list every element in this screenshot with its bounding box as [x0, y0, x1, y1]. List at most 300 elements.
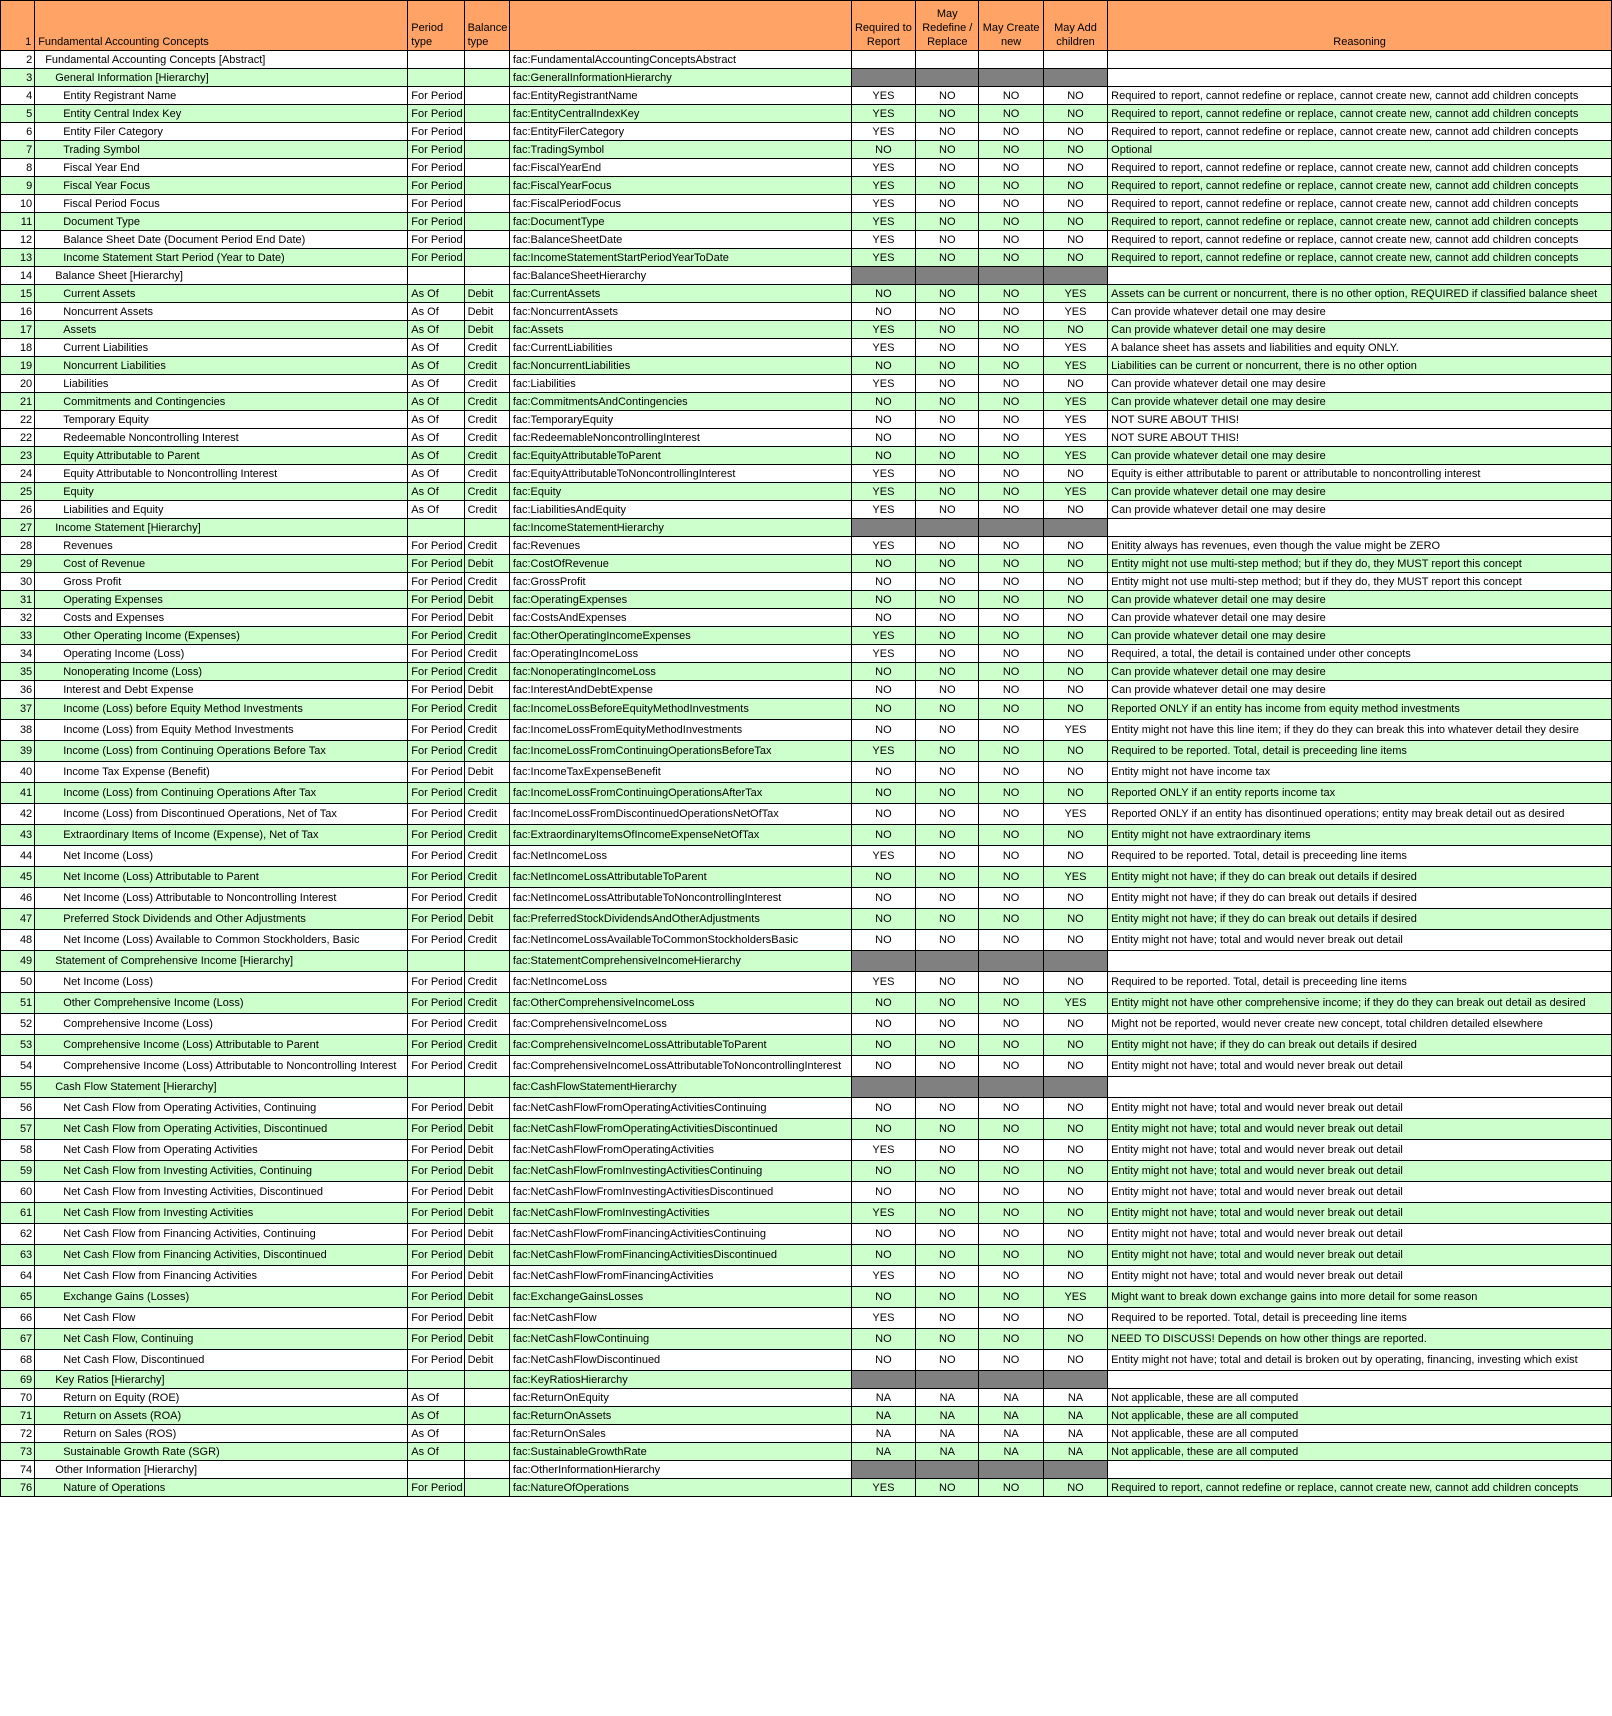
required-cell[interactable]: YES	[851, 537, 915, 555]
create-cell[interactable]: NO	[979, 1182, 1043, 1203]
create-cell[interactable]: NO	[979, 846, 1043, 867]
row-number[interactable]: 37	[1, 699, 35, 720]
balance-type[interactable]: Debit	[464, 303, 509, 321]
create-cell[interactable]: NO	[979, 393, 1043, 411]
create-cell[interactable]: NO	[979, 1479, 1043, 1497]
concept-label[interactable]: Entity Registrant Name	[35, 87, 408, 105]
required-cell[interactable]: NO	[851, 285, 915, 303]
reasoning-cell[interactable]: Entity might not have income tax	[1108, 762, 1612, 783]
fac-name[interactable]: fac:ComprehensiveIncomeLossAttributableToParent	[509, 1035, 851, 1056]
reasoning-cell[interactable]	[1108, 1077, 1612, 1098]
redefine-cell[interactable]: NO	[916, 1479, 979, 1497]
required-cell[interactable]: NO	[851, 993, 915, 1014]
add-children-cell[interactable]: NO	[1043, 1161, 1107, 1182]
period-type[interactable]: For Period	[408, 159, 464, 177]
fac-name[interactable]: fac:DocumentType	[509, 213, 851, 231]
create-cell[interactable]: NO	[979, 645, 1043, 663]
required-cell[interactable]: YES	[851, 105, 915, 123]
redefine-cell[interactable]: NO	[916, 972, 979, 993]
add-children-cell[interactable]: YES	[1043, 720, 1107, 741]
concept-label[interactable]: Temporary Equity	[35, 411, 408, 429]
add-children-cell[interactable]: NO	[1043, 213, 1107, 231]
fac-name[interactable]: fac:ReturnOnEquity	[509, 1389, 851, 1407]
balance-type[interactable]: Credit	[464, 741, 509, 762]
row-number[interactable]: 31	[1, 591, 35, 609]
period-type[interactable]: As Of	[408, 411, 464, 429]
row-number[interactable]: 59	[1, 1161, 35, 1182]
add-children-cell[interactable]: NO	[1043, 762, 1107, 783]
fac-name[interactable]: fac:FiscalYearEnd	[509, 159, 851, 177]
fac-name[interactable]: fac:OtherInformationHierarchy	[509, 1461, 851, 1479]
header-create[interactable]: May Create new	[979, 1, 1043, 51]
period-type[interactable]: For Period	[408, 249, 464, 267]
row-number[interactable]: 53	[1, 1035, 35, 1056]
row-number[interactable]: 50	[1, 972, 35, 993]
period-type[interactable]: For Period	[408, 762, 464, 783]
add-children-cell[interactable]: YES	[1043, 993, 1107, 1014]
fac-name[interactable]: fac:NetIncomeLossAttributableToParent	[509, 867, 851, 888]
redefine-cell[interactable]: NO	[916, 846, 979, 867]
concept-label[interactable]: Other Comprehensive Income (Loss)	[35, 993, 408, 1014]
required-cell[interactable]	[851, 69, 915, 87]
balance-type[interactable]: Credit	[464, 846, 509, 867]
period-type[interactable]: For Period	[408, 1245, 464, 1266]
period-type[interactable]: As Of	[408, 303, 464, 321]
concept-label[interactable]: Income Statement Start Period (Year to Date)	[35, 249, 408, 267]
create-cell[interactable]: NO	[979, 1035, 1043, 1056]
period-type[interactable]: As Of	[408, 375, 464, 393]
redefine-cell[interactable]	[916, 951, 979, 972]
period-type[interactable]: For Period	[408, 663, 464, 681]
create-cell[interactable]	[979, 951, 1043, 972]
fac-name[interactable]: fac:EntityFilerCategory	[509, 123, 851, 141]
add-children-cell[interactable]: NO	[1043, 591, 1107, 609]
add-children-cell[interactable]: YES	[1043, 357, 1107, 375]
create-cell[interactable]: NO	[979, 303, 1043, 321]
add-children-cell[interactable]: NO	[1043, 846, 1107, 867]
redefine-cell[interactable]: NO	[916, 1245, 979, 1266]
reasoning-cell[interactable]: Entity might not have; total and would never break out detail	[1108, 1098, 1612, 1119]
required-cell[interactable]: NO	[851, 930, 915, 951]
create-cell[interactable]: NO	[979, 1329, 1043, 1350]
create-cell[interactable]: NO	[979, 501, 1043, 519]
fac-name[interactable]: fac:FundamentalAccountingConceptsAbstract	[509, 51, 851, 69]
concept-label[interactable]: Equity Attributable to Noncontrolling Interest	[35, 465, 408, 483]
create-cell[interactable]: NO	[979, 591, 1043, 609]
reasoning-cell[interactable]: Required to report, cannot redefine or replace, cannot create new, cannot add children concepts	[1108, 123, 1612, 141]
add-children-cell[interactable]: NO	[1043, 1035, 1107, 1056]
fac-name[interactable]: fac:OtherOperatingIncomeExpenses	[509, 627, 851, 645]
fac-name[interactable]: fac:NoncurrentLiabilities	[509, 357, 851, 375]
period-type[interactable]: For Period	[408, 591, 464, 609]
add-children-cell[interactable]	[1043, 1461, 1107, 1479]
redefine-cell[interactable]: NO	[916, 357, 979, 375]
add-children-cell[interactable]: NO	[1043, 195, 1107, 213]
balance-type[interactable]: Credit	[464, 804, 509, 825]
balance-type[interactable]: Debit	[464, 1182, 509, 1203]
balance-type[interactable]	[464, 1443, 509, 1461]
period-type[interactable]	[408, 1461, 464, 1479]
row-number[interactable]: 74	[1, 1461, 35, 1479]
required-cell[interactable]: YES	[851, 195, 915, 213]
balance-type[interactable]: Debit	[464, 1287, 509, 1308]
required-cell[interactable]	[851, 1461, 915, 1479]
row-number[interactable]: 27	[1, 519, 35, 537]
balance-type[interactable]: Credit	[464, 888, 509, 909]
redefine-cell[interactable]: NO	[916, 681, 979, 699]
create-cell[interactable]: NO	[979, 1350, 1043, 1371]
required-cell[interactable]	[851, 267, 915, 285]
fac-name[interactable]: fac:NetCashFlowFromInvestingActivities	[509, 1203, 851, 1224]
required-cell[interactable]: NO	[851, 888, 915, 909]
create-cell[interactable]: NO	[979, 177, 1043, 195]
create-cell[interactable]: NO	[979, 681, 1043, 699]
concept-label[interactable]: Assets	[35, 321, 408, 339]
concept-label[interactable]: Noncurrent Assets	[35, 303, 408, 321]
redefine-cell[interactable]	[916, 1077, 979, 1098]
add-children-cell[interactable]: NA	[1043, 1407, 1107, 1425]
balance-type[interactable]: Credit	[464, 573, 509, 591]
balance-type[interactable]	[464, 1077, 509, 1098]
required-cell[interactable]: NO	[851, 1098, 915, 1119]
create-cell[interactable]: NO	[979, 87, 1043, 105]
add-children-cell[interactable]: NO	[1043, 1182, 1107, 1203]
row-number[interactable]: 19	[1, 357, 35, 375]
concept-label[interactable]: Trading Symbol	[35, 141, 408, 159]
period-type[interactable]: For Period	[408, 1035, 464, 1056]
redefine-cell[interactable]: NA	[916, 1443, 979, 1461]
balance-type[interactable]: Credit	[464, 720, 509, 741]
create-cell[interactable]	[979, 51, 1043, 69]
fac-name[interactable]: fac:BalanceSheetDate	[509, 231, 851, 249]
balance-type[interactable]: Debit	[464, 591, 509, 609]
reasoning-cell[interactable]: Entity might not use multi-step method; but if they do, they MUST report this concept	[1108, 573, 1612, 591]
required-cell[interactable]: NO	[851, 804, 915, 825]
redefine-cell[interactable]: NO	[916, 1329, 979, 1350]
header-redefine[interactable]: May Redefine / Replace	[916, 1, 979, 51]
add-children-cell[interactable]: YES	[1043, 393, 1107, 411]
required-cell[interactable]: NO	[851, 1056, 915, 1077]
balance-type[interactable]: Credit	[464, 645, 509, 663]
reasoning-cell[interactable]: Entity might not have; total and would never break out detail	[1108, 1182, 1612, 1203]
redefine-cell[interactable]: NO	[916, 627, 979, 645]
row-number[interactable]: 68	[1, 1350, 35, 1371]
fac-name[interactable]: fac:OperatingExpenses	[509, 591, 851, 609]
row-number[interactable]: 33	[1, 627, 35, 645]
balance-type[interactable]	[464, 267, 509, 285]
required-cell[interactable]: YES	[851, 249, 915, 267]
redefine-cell[interactable]: NO	[916, 720, 979, 741]
add-children-cell[interactable]: YES	[1043, 447, 1107, 465]
create-cell[interactable]: NO	[979, 1266, 1043, 1287]
create-cell[interactable]: NO	[979, 213, 1043, 231]
add-children-cell[interactable]: NO	[1043, 741, 1107, 762]
period-type[interactable]: For Period	[408, 645, 464, 663]
add-children-cell[interactable]: NO	[1043, 573, 1107, 591]
reasoning-cell[interactable]: Not applicable, these are all computed	[1108, 1425, 1612, 1443]
balance-type[interactable]: Debit	[464, 1140, 509, 1161]
balance-type[interactable]: Debit	[464, 321, 509, 339]
add-children-cell[interactable]: NO	[1043, 1350, 1107, 1371]
row-number[interactable]: 32	[1, 609, 35, 627]
header-add-children[interactable]: May Add children	[1043, 1, 1107, 51]
add-children-cell[interactable]	[1043, 519, 1107, 537]
header-balance-type[interactable]: Balance type	[464, 1, 509, 51]
add-children-cell[interactable]: NO	[1043, 930, 1107, 951]
balance-type[interactable]: Credit	[464, 465, 509, 483]
row-number[interactable]: 8	[1, 159, 35, 177]
create-cell[interactable]	[979, 267, 1043, 285]
row-number[interactable]: 40	[1, 762, 35, 783]
reasoning-cell[interactable]: Entity might not have; total and would never break out detail	[1108, 1119, 1612, 1140]
period-type[interactable]: As Of	[408, 285, 464, 303]
redefine-cell[interactable]: NO	[916, 123, 979, 141]
balance-type[interactable]: Credit	[464, 1014, 509, 1035]
period-type[interactable]: For Period	[408, 573, 464, 591]
row-number[interactable]: 66	[1, 1308, 35, 1329]
balance-type[interactable]	[464, 51, 509, 69]
reasoning-cell[interactable]: Entity might not have; total and would never break out detail	[1108, 1245, 1612, 1266]
create-cell[interactable]: NO	[979, 972, 1043, 993]
reasoning-cell[interactable]: Can provide whatever detail one may desire	[1108, 627, 1612, 645]
redefine-cell[interactable]: NO	[916, 1014, 979, 1035]
concept-label[interactable]: Fiscal Period Focus	[35, 195, 408, 213]
reasoning-cell[interactable]: Entity might not have; total and would never break out detail	[1108, 1140, 1612, 1161]
reasoning-cell[interactable]: Entity might not use multi-step method; but if they do, they MUST report this concept	[1108, 555, 1612, 573]
redefine-cell[interactable]: NO	[916, 87, 979, 105]
concept-label[interactable]: Net Cash Flow from Financing Activities, Continuing	[35, 1224, 408, 1245]
row-number[interactable]: 44	[1, 846, 35, 867]
required-cell[interactable]: NO	[851, 681, 915, 699]
required-cell[interactable]: YES	[851, 375, 915, 393]
balance-type[interactable]	[464, 69, 509, 87]
concept-label[interactable]: Cost of Revenue	[35, 555, 408, 573]
period-type[interactable]: As Of	[408, 1425, 464, 1443]
row-number[interactable]: 38	[1, 720, 35, 741]
redefine-cell[interactable]: NO	[916, 303, 979, 321]
fac-name[interactable]: fac:NetCashFlowFromFinancingActivities	[509, 1266, 851, 1287]
add-children-cell[interactable]: NA	[1043, 1389, 1107, 1407]
row-number[interactable]: 48	[1, 930, 35, 951]
fac-name[interactable]: fac:ReturnOnAssets	[509, 1407, 851, 1425]
add-children-cell[interactable]	[1043, 1077, 1107, 1098]
create-cell[interactable]: NO	[979, 627, 1043, 645]
fac-name[interactable]: fac:NoncurrentAssets	[509, 303, 851, 321]
period-type[interactable]: For Period	[408, 141, 464, 159]
required-cell[interactable]: NO	[851, 393, 915, 411]
period-type[interactable]: As Of	[408, 339, 464, 357]
concept-label[interactable]: Entity Central Index Key	[35, 105, 408, 123]
concept-label[interactable]: Return on Equity (ROE)	[35, 1389, 408, 1407]
create-cell[interactable]: NO	[979, 357, 1043, 375]
redefine-cell[interactable]: NO	[916, 699, 979, 720]
fac-name[interactable]: fac:PreferredStockDividendsAndOtherAdjustments	[509, 909, 851, 930]
balance-type[interactable]: Debit	[464, 1161, 509, 1182]
redefine-cell[interactable]: NO	[916, 573, 979, 591]
add-children-cell[interactable]	[1043, 69, 1107, 87]
period-type[interactable]: For Period	[408, 1161, 464, 1182]
redefine-cell[interactable]: NO	[916, 231, 979, 249]
period-type[interactable]: For Period	[408, 1350, 464, 1371]
redefine-cell[interactable]: NO	[916, 1098, 979, 1119]
concept-label[interactable]: Income (Loss) from Continuing Operations Before Tax	[35, 741, 408, 762]
redefine-cell[interactable]: NO	[916, 930, 979, 951]
balance-type[interactable]: Debit	[464, 609, 509, 627]
required-cell[interactable]	[851, 1371, 915, 1389]
row-number[interactable]: 52	[1, 1014, 35, 1035]
fac-name[interactable]: fac:IncomeLossFromContinuingOperationsBeforeTax	[509, 741, 851, 762]
row-number[interactable]: 6	[1, 123, 35, 141]
concept-label[interactable]: Comprehensive Income (Loss)	[35, 1014, 408, 1035]
add-children-cell[interactable]: YES	[1043, 429, 1107, 447]
redefine-cell[interactable]: NO	[916, 1287, 979, 1308]
row-number[interactable]: 18	[1, 339, 35, 357]
reasoning-cell[interactable]: Can provide whatever detail one may desire	[1108, 609, 1612, 627]
balance-type[interactable]: Debit	[464, 762, 509, 783]
redefine-cell[interactable]: NO	[916, 609, 979, 627]
fac-name[interactable]: fac:NetCashFlow	[509, 1308, 851, 1329]
fac-name[interactable]: fac:EntityCentralIndexKey	[509, 105, 851, 123]
add-children-cell[interactable]: NO	[1043, 645, 1107, 663]
add-children-cell[interactable]: NO	[1043, 627, 1107, 645]
fac-name[interactable]: fac:Equity	[509, 483, 851, 501]
balance-type[interactable]: Debit	[464, 909, 509, 930]
reasoning-cell[interactable]: Assets can be current or noncurrent, there is no other option, REQUIRED if classified balance sheet	[1108, 285, 1612, 303]
fac-name[interactable]: fac:NetIncomeLossAttributableToNoncontrollingInterest	[509, 888, 851, 909]
redefine-cell[interactable]: NO	[916, 663, 979, 681]
concept-label[interactable]: Fundamental Accounting Concepts [Abstract]	[35, 51, 408, 69]
reasoning-cell[interactable]: Required to report, cannot redefine or replace, cannot create new, cannot add children concepts	[1108, 177, 1612, 195]
reasoning-cell[interactable]: Can provide whatever detail one may desire	[1108, 501, 1612, 519]
period-type[interactable]: For Period	[408, 1329, 464, 1350]
reasoning-cell[interactable]: Reported ONLY if an entity has disontinued operations; entity may break detail out as desired	[1108, 804, 1612, 825]
add-children-cell[interactable]: NO	[1043, 1119, 1107, 1140]
period-type[interactable]: For Period	[408, 231, 464, 249]
row-number[interactable]: 73	[1, 1443, 35, 1461]
required-cell[interactable]: NO	[851, 783, 915, 804]
redefine-cell[interactable]: NO	[916, 825, 979, 846]
fac-name[interactable]: fac:IncomeLossFromEquityMethodInvestments	[509, 720, 851, 741]
add-children-cell[interactable]: NO	[1043, 663, 1107, 681]
balance-type[interactable]	[464, 1461, 509, 1479]
fac-name[interactable]: fac:ExtraordinaryItemsOfIncomeExpenseNetOfTax	[509, 825, 851, 846]
balance-type[interactable]	[464, 1389, 509, 1407]
redefine-cell[interactable]: NO	[916, 141, 979, 159]
create-cell[interactable]: NO	[979, 231, 1043, 249]
required-cell[interactable]: YES	[851, 627, 915, 645]
add-children-cell[interactable]: YES	[1043, 285, 1107, 303]
balance-type[interactable]	[464, 1479, 509, 1497]
create-cell[interactable]: NO	[979, 1308, 1043, 1329]
period-type[interactable]: As Of	[408, 447, 464, 465]
fac-name[interactable]: fac:NetIncomeLossAvailableToCommonStockholdersBasic	[509, 930, 851, 951]
create-cell[interactable]: NA	[979, 1407, 1043, 1425]
period-type[interactable]: For Period	[408, 1014, 464, 1035]
balance-type[interactable]: Credit	[464, 375, 509, 393]
concept-label[interactable]: Net Cash Flow from Investing Activities, Discontinued	[35, 1182, 408, 1203]
redefine-cell[interactable]: NO	[916, 285, 979, 303]
concept-label[interactable]: Redeemable Noncontrolling Interest	[35, 429, 408, 447]
reasoning-cell[interactable]: Required to report, cannot redefine or replace, cannot create new, cannot add children concepts	[1108, 231, 1612, 249]
required-cell[interactable]: NA	[851, 1407, 915, 1425]
required-cell[interactable]: YES	[851, 465, 915, 483]
period-type[interactable]: For Period	[408, 555, 464, 573]
concept-label[interactable]: Liabilities	[35, 375, 408, 393]
balance-type[interactable]: Debit	[464, 555, 509, 573]
period-type[interactable]	[408, 1077, 464, 1098]
reasoning-cell[interactable]: Required to report, cannot redefine or replace, cannot create new, cannot add children concepts	[1108, 249, 1612, 267]
row-number[interactable]: 35	[1, 663, 35, 681]
add-children-cell[interactable]: NO	[1043, 141, 1107, 159]
balance-type[interactable]: Credit	[464, 1035, 509, 1056]
fac-name[interactable]: fac:NetCashFlowDiscontinued	[509, 1350, 851, 1371]
create-cell[interactable]: NO	[979, 783, 1043, 804]
concept-label[interactable]: Income Statement [Hierarchy]	[35, 519, 408, 537]
create-cell[interactable]: NO	[979, 825, 1043, 846]
add-children-cell[interactable]: YES	[1043, 303, 1107, 321]
balance-type[interactable]: Debit	[464, 1245, 509, 1266]
fac-name[interactable]: fac:Revenues	[509, 537, 851, 555]
fac-name[interactable]: fac:RedeemableNoncontrollingInterest	[509, 429, 851, 447]
add-children-cell[interactable]: NO	[1043, 699, 1107, 720]
create-cell[interactable]: NO	[979, 483, 1043, 501]
add-children-cell[interactable]	[1043, 267, 1107, 285]
period-type[interactable]: For Period	[408, 699, 464, 720]
redefine-cell[interactable]: NA	[916, 1425, 979, 1443]
row-number[interactable]: 17	[1, 321, 35, 339]
row-number[interactable]: 54	[1, 1056, 35, 1077]
period-type[interactable]: As Of	[408, 483, 464, 501]
create-cell[interactable]: NO	[979, 573, 1043, 591]
balance-type[interactable]	[464, 1407, 509, 1425]
add-children-cell[interactable]: NO	[1043, 888, 1107, 909]
fac-name[interactable]: fac:CostOfRevenue	[509, 555, 851, 573]
row-number[interactable]: 57	[1, 1119, 35, 1140]
required-cell[interactable]: NO	[851, 1329, 915, 1350]
add-children-cell[interactable]: NO	[1043, 909, 1107, 930]
fac-name[interactable]: fac:FiscalPeriodFocus	[509, 195, 851, 213]
create-cell[interactable]: NO	[979, 105, 1043, 123]
balance-type[interactable]	[464, 231, 509, 249]
concept-label[interactable]: Income Tax Expense (Benefit)	[35, 762, 408, 783]
create-cell[interactable]	[979, 1077, 1043, 1098]
add-children-cell[interactable]: NO	[1043, 375, 1107, 393]
add-children-cell[interactable]: NO	[1043, 249, 1107, 267]
concept-label[interactable]: Income (Loss) from Equity Method Investments	[35, 720, 408, 741]
create-cell[interactable]: NO	[979, 1140, 1043, 1161]
period-type[interactable]: For Period	[408, 783, 464, 804]
add-children-cell[interactable]: NO	[1043, 1245, 1107, 1266]
required-cell[interactable]: YES	[851, 1266, 915, 1287]
required-cell[interactable]: YES	[851, 87, 915, 105]
row-number[interactable]: 58	[1, 1140, 35, 1161]
header-reasoning[interactable]: Reasoning	[1108, 1, 1612, 51]
required-cell[interactable]: YES	[851, 501, 915, 519]
concept-label[interactable]: Income (Loss) from Continuing Operations After Tax	[35, 783, 408, 804]
reasoning-cell[interactable]: Can provide whatever detail one may desire	[1108, 375, 1612, 393]
row-number[interactable]: 41	[1, 783, 35, 804]
create-cell[interactable]: NO	[979, 1119, 1043, 1140]
redefine-cell[interactable]: NO	[916, 555, 979, 573]
redefine-cell[interactable]: NO	[916, 447, 979, 465]
required-cell[interactable]: YES	[851, 339, 915, 357]
period-type[interactable]: For Period	[408, 888, 464, 909]
reasoning-cell[interactable]: Required to be reported. Total, detail is preceeding line items	[1108, 846, 1612, 867]
required-cell[interactable]: YES	[851, 213, 915, 231]
reasoning-cell[interactable]: Can provide whatever detail one may desire	[1108, 393, 1612, 411]
create-cell[interactable]: NO	[979, 1287, 1043, 1308]
create-cell[interactable]: NO	[979, 804, 1043, 825]
